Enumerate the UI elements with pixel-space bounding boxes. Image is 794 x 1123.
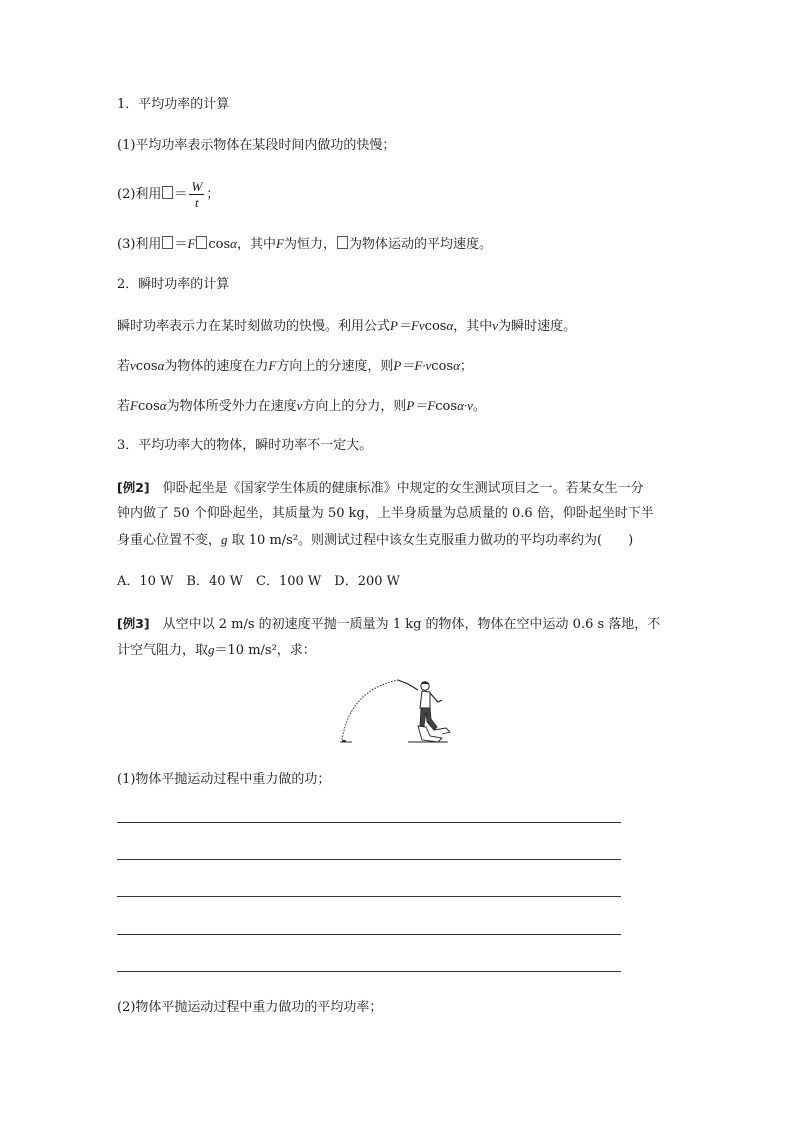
section1-title: 1．平均功率的计算 — [117, 97, 230, 112]
section2-paragraph3: 若Fcosα为物体所受外力在速度v方向上的分力，则P＝Fcosα·v。 — [117, 398, 486, 414]
section1-item3: (3)利用 ＝F cosα，其中F为恒力， 为物体运动的平均速度。 — [117, 236, 492, 252]
example3-label: [例3] — [117, 616, 150, 631]
section2-paragraph1: 瞬时功率表示力在某时刻做功的快慢。利用公式P＝Fvcosα，其中v为瞬时速度。 — [117, 318, 577, 334]
section1-item2: (2)利用 ＝ $\frac{W}{t}$ ； — [117, 179, 220, 210]
answer-line[interactable] — [117, 859, 621, 860]
answer-line[interactable] — [117, 822, 621, 823]
section2-paragraph2: 若vcosα为物体的速度在力F方向上的分速度，则P＝F·vcosα； — [117, 358, 473, 374]
answer-line[interactable] — [117, 934, 621, 935]
v-bar-symbol — [337, 236, 348, 249]
example2-line1: [例2] 仰卧起坐是《国家学生体质的健康标准》中规定的女生测试项目之一。若某女生一分 — [117, 480, 644, 496]
projectile-throw-illustration — [338, 676, 460, 744]
example2-label: [例2] — [117, 480, 150, 495]
example3-question2: (2)物体平抛运动过程中重力做功的平均功率； — [117, 1000, 383, 1015]
w-over-t-fraction: $\frac{W}{t}$ — [191, 179, 203, 210]
example2-line3: 身重心位置不变，g 取 10 m/s²。则测试过程中该女生克服重力做功的平均功率约为( ) — [117, 532, 634, 548]
p-bar-symbol — [162, 186, 173, 199]
answer-line[interactable] — [117, 971, 621, 972]
example3-line2: 计空气阻力，取g＝10 m/s²，求： — [117, 642, 316, 658]
example2-options: A．10 W B．40 W C．100 W D．200 W — [117, 574, 400, 589]
example2-line2: 钟内做了 50 个仰卧起坐，其质量为 50 kg，上半身质量为总质量的 0.6 倍，仰卧起坐时下半 — [117, 506, 654, 521]
v-bar-symbol — [196, 236, 207, 249]
example3-question1: (1)物体平抛运动过程中重力做的功； — [117, 772, 331, 787]
section3-title: 3．平均功率大的物体，瞬时功率不一定大。 — [117, 438, 373, 453]
example3-line1: [例3] 从空中以 2 m/s 的初速度平抛一质量为 1 kg 的物体，物体在空中运动 0.6 s 落地，不 — [117, 616, 661, 632]
p-bar-symbol — [162, 236, 173, 249]
section2-title: 2．瞬时功率的计算 — [117, 277, 230, 292]
section1-item1: (1)平均功率表示物体在某段时间内做功的快慢； — [117, 138, 396, 153]
answer-line[interactable] — [117, 896, 621, 897]
